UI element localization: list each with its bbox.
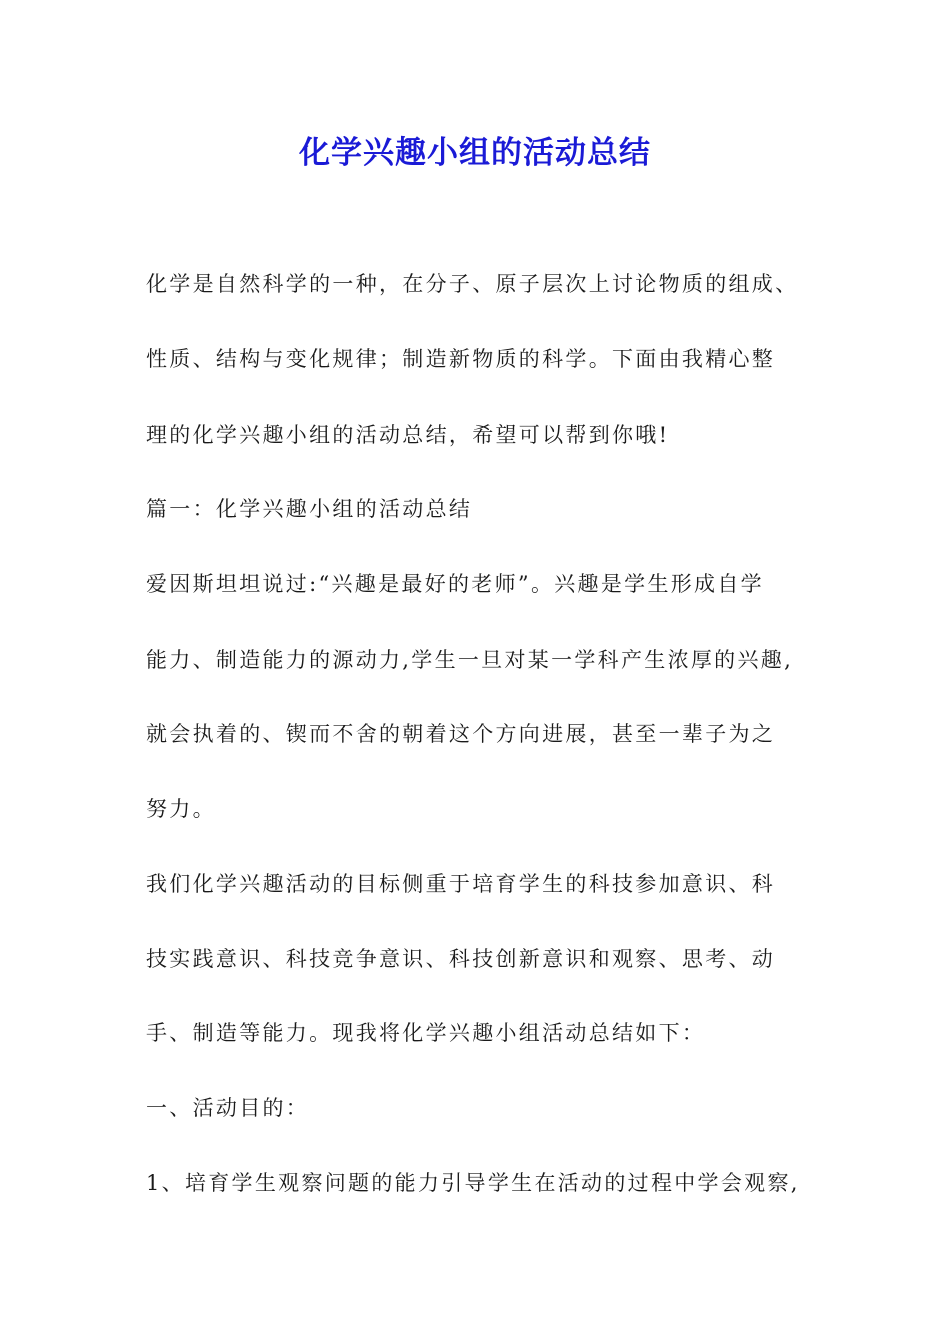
body-line-8: 努力。 <box>146 797 216 821</box>
body-line-9: 我们化学兴趣活动的目标侧重于培育学生的科技参加意识、科 <box>146 872 776 896</box>
body-line-11: 手、制造等能力。现我将化学兴趣小组活动总结如下： <box>146 1021 706 1045</box>
body-line-5: 爱因斯坦坦说过:“兴趣是最好的老师”。兴趣是学生形成自学 <box>146 572 764 596</box>
section-heading: 篇一：化学兴趣小组的活动总结 <box>146 497 473 521</box>
document-title: 化学兴趣小组的活动总结 <box>299 135 651 171</box>
body-line-6: 能力、制造能力的源动力,学生一旦对某一学科产生浓厚的兴趣, <box>146 648 794 672</box>
subsection-heading: 一、活动目的： <box>146 1096 310 1120</box>
body-line-2: 性质、结构与变化规律；制造新物质的科学。下面由我精心整 <box>146 347 776 371</box>
body-line-13: 1、培育学生观察问题的能力引导学生在活动的过程中学会观察, <box>146 1171 800 1195</box>
body-line-3: 理的化学兴趣小组的活动总结，希望可以帮到你哦! <box>146 423 670 447</box>
body-line-10: 技实践意识、科技竞争意识、科技创新意识和观察、思考、动 <box>146 947 776 971</box>
body-line-7: 就会执着的、锲而不舍的朝着这个方向进展，甚至一辈子为之 <box>146 722 776 746</box>
body-line-1: 化学是自然科学的一种，在分子、原子层次上讨论物质的组成、 <box>146 272 799 296</box>
